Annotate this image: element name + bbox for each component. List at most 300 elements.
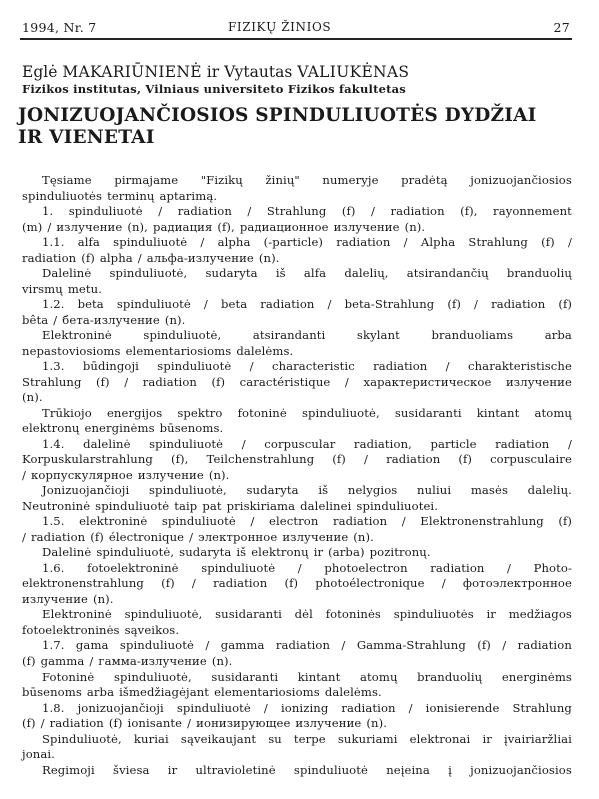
body-word: sudaryta bbox=[205, 266, 258, 281]
body-line bbox=[22, 716, 572, 732]
body-word: излучение bbox=[56, 219, 123, 234]
body-word: sąveikos. bbox=[124, 622, 180, 637]
body-word: numeryje bbox=[322, 173, 379, 187]
body-word: terpe bbox=[293, 731, 326, 746]
body-word: masės bbox=[470, 483, 508, 498]
body-line bbox=[22, 685, 572, 701]
body-word: (n), bbox=[127, 219, 148, 234]
body-word: branduolių bbox=[417, 669, 483, 684]
body-word: Regimoji bbox=[42, 762, 95, 777]
affiliation: Fizikos institutas, Vilniaus universiteto Fizikos fakultetas bbox=[22, 82, 406, 96]
authors-line bbox=[22, 63, 409, 81]
body-word: (f) bbox=[22, 716, 36, 731]
body-word: / bbox=[158, 204, 163, 219]
body-word: излучение bbox=[333, 219, 400, 234]
body-word: medžiagos bbox=[508, 607, 572, 622]
body-word: излучение bbox=[282, 529, 349, 544]
body-word: pradėtą bbox=[401, 173, 448, 187]
body-line bbox=[22, 173, 572, 189]
body-word: (f) bbox=[341, 204, 356, 219]
body-line bbox=[22, 266, 572, 282]
body-word: kintant bbox=[476, 405, 520, 420]
body-word: / bbox=[507, 560, 512, 575]
body-word: alfa bbox=[77, 235, 100, 250]
body-word: ionizing bbox=[280, 700, 329, 715]
body-word: / bbox=[89, 653, 94, 668]
body-word: atomų bbox=[534, 405, 572, 420]
body-word: 1.7. bbox=[42, 638, 65, 653]
body-word: radiation bbox=[430, 560, 485, 575]
body-word: радиационное bbox=[239, 219, 329, 234]
body-word: pozitronų. bbox=[369, 545, 431, 560]
body-word: spinduliuotė bbox=[95, 498, 170, 513]
body-word: jonizuojančiosios bbox=[470, 762, 572, 777]
body-word: radiation bbox=[341, 700, 396, 715]
body-word: / bbox=[249, 359, 254, 374]
body-word: nepastoviosioms bbox=[22, 343, 121, 358]
body-word: įvairiaržliai bbox=[503, 731, 572, 746]
body-word: jonizuojančiosios bbox=[470, 173, 572, 187]
body-word: Strahlung bbox=[266, 204, 327, 219]
body-line bbox=[22, 732, 572, 748]
body-word: skylant bbox=[356, 328, 400, 343]
body-word: elektroninė bbox=[79, 514, 148, 529]
body-word: / bbox=[364, 452, 369, 467]
body-word: / bbox=[401, 514, 406, 529]
body-word: / bbox=[22, 467, 27, 482]
body-word: Photo- bbox=[533, 560, 572, 575]
body-line bbox=[22, 189, 572, 205]
body-word: (n). bbox=[164, 312, 186, 327]
body-word: nuliui bbox=[417, 483, 452, 498]
body-word: dalelėms. bbox=[236, 343, 294, 358]
body-word: į bbox=[448, 762, 452, 777]
body-word: su bbox=[268, 731, 282, 746]
body-line bbox=[22, 251, 572, 267]
body-word: atsirandanti bbox=[252, 328, 326, 343]
body-word: iš bbox=[318, 483, 329, 498]
body-word: fotoelektroninės bbox=[22, 622, 120, 637]
body-word: iš bbox=[236, 545, 247, 560]
body-word: charakteristische bbox=[468, 359, 572, 374]
body-word: spinduliuotės bbox=[22, 188, 103, 203]
body-line bbox=[22, 220, 572, 236]
body-word: Elektroninė bbox=[42, 328, 112, 343]
body-word: 1.1. bbox=[42, 235, 65, 250]
body-word: energinėms bbox=[84, 421, 155, 436]
body-word: spinduliuotė, bbox=[96, 545, 175, 560]
body-word: / bbox=[408, 700, 413, 715]
body-word: Trūkiojo bbox=[42, 405, 92, 420]
body-word: alfa bbox=[303, 266, 327, 281]
body-word: dėl bbox=[294, 607, 313, 622]
body-word: (f) bbox=[96, 374, 110, 389]
body-word: radiation bbox=[142, 374, 197, 389]
body-word: (f) bbox=[211, 374, 226, 389]
body-word: / bbox=[247, 204, 252, 219]
body-word: Dalelinė bbox=[42, 545, 92, 560]
header-rule bbox=[20, 38, 572, 40]
body-word: (f) bbox=[447, 297, 461, 312]
title-line-2: IR VIENETAI bbox=[18, 127, 155, 148]
body-word: 1.2. bbox=[42, 297, 65, 312]
body-line bbox=[22, 204, 572, 220]
body-word: radiation bbox=[275, 638, 331, 653]
body-line bbox=[22, 763, 572, 779]
body-word: (f) bbox=[477, 638, 491, 653]
body-word: susidaranti bbox=[215, 607, 282, 622]
body-word: radiation bbox=[390, 204, 445, 219]
body-word: Strahlung bbox=[512, 700, 572, 715]
body-word: spinduliuotė bbox=[113, 235, 188, 250]
body-line bbox=[22, 328, 572, 344]
body-word: elektronenstrahlung bbox=[22, 576, 144, 591]
body-line bbox=[22, 638, 572, 654]
body-word: beta-Strahlung bbox=[344, 297, 435, 312]
body-line bbox=[22, 623, 572, 639]
body-word: dalelių. bbox=[527, 483, 572, 498]
body-line bbox=[22, 607, 572, 623]
body-word: (f) bbox=[108, 716, 123, 731]
body-word: jonai. bbox=[22, 747, 55, 762]
body-word: nelygios bbox=[347, 483, 398, 498]
body-word: (n). bbox=[366, 716, 387, 731]
body-word: spektro bbox=[177, 405, 223, 420]
body-word: arba bbox=[86, 685, 115, 700]
body-word: arba bbox=[544, 328, 572, 343]
body-word: 1.3. bbox=[42, 359, 65, 374]
body-word: electron bbox=[269, 514, 319, 529]
body-word: būsenoms. bbox=[159, 421, 224, 436]
body-word: ir bbox=[167, 762, 178, 777]
body-word: radiation bbox=[386, 452, 441, 467]
body-word: fotoelektroninė bbox=[87, 560, 179, 575]
body-word: priskiriama bbox=[226, 498, 296, 513]
body-word: / bbox=[47, 219, 52, 234]
body-word: spinduliuotės bbox=[393, 607, 474, 622]
body-word: ir bbox=[486, 607, 496, 622]
body-word: / bbox=[445, 359, 450, 374]
body-word: (f) bbox=[332, 452, 346, 467]
body-word: fotoninė bbox=[237, 405, 287, 420]
body-word: terminų bbox=[107, 188, 155, 203]
body-word: corpuscular bbox=[264, 436, 336, 451]
body-word: dalelėms. bbox=[324, 685, 382, 700]
body-word: (n). bbox=[211, 653, 233, 668]
author-1-first: Eglė bbox=[22, 63, 58, 81]
body-word: / bbox=[403, 235, 408, 250]
body-word: / bbox=[40, 716, 45, 731]
body-word: spinduliuotė bbox=[201, 560, 276, 575]
body-line bbox=[22, 344, 572, 360]
body-word: électronique bbox=[108, 529, 185, 544]
body-line bbox=[22, 390, 572, 406]
body-word: beta bbox=[77, 297, 104, 312]
body-line bbox=[22, 530, 572, 546]
body-word: spinduliuotė bbox=[161, 514, 236, 529]
body-word: Neutroninė bbox=[22, 498, 91, 513]
issue-label: 1994, Nr. 7 bbox=[22, 20, 97, 35]
body-word: taip bbox=[174, 498, 198, 513]
body-word: / bbox=[567, 235, 572, 250]
body-word: radiation bbox=[260, 297, 315, 312]
body-line bbox=[22, 359, 572, 375]
body-word: sukuriami bbox=[337, 731, 398, 746]
body-word: ionisierende bbox=[425, 700, 500, 715]
body-word: branduolių bbox=[506, 266, 572, 281]
body-word: kuriai bbox=[133, 731, 169, 746]
body-word: radiation bbox=[491, 297, 546, 312]
body-word: Elektronenstrahlung bbox=[420, 514, 544, 529]
body-word: spinduliuotė, bbox=[301, 405, 380, 420]
author-2-last: VALIUKĖNAS bbox=[297, 63, 410, 81]
body-word: kintant bbox=[297, 669, 341, 684]
body-word: (n). bbox=[353, 529, 374, 544]
journal-name: FIZIKŲ ŽINIOS bbox=[228, 20, 332, 34]
body-word: (n). bbox=[22, 390, 43, 405]
body-word: susidaranti bbox=[211, 669, 279, 684]
body-word: / bbox=[327, 297, 332, 312]
body-word: (f), bbox=[217, 219, 235, 234]
article-body bbox=[22, 173, 572, 778]
body-word: (f), bbox=[171, 452, 189, 467]
author-1-last: MAKARIŪNIENĖ bbox=[62, 63, 202, 81]
body-word: jonizuojančioji bbox=[77, 700, 164, 715]
body-word: ir bbox=[482, 731, 492, 746]
body-word: spinduliuotė, bbox=[124, 607, 203, 622]
body-word: caractéristique bbox=[239, 374, 331, 389]
body-word: radiation bbox=[22, 250, 77, 265]
body-word: aptarimą. bbox=[159, 188, 218, 203]
body-word: sudaryta bbox=[179, 545, 232, 560]
body-word: радиация bbox=[152, 219, 213, 234]
body-line bbox=[22, 406, 572, 422]
body-word: elektronų bbox=[251, 545, 309, 560]
body-word: spinduliuotė bbox=[149, 436, 224, 451]
body-word: (f) bbox=[541, 235, 555, 250]
body-word: branduoliams bbox=[431, 328, 514, 343]
body-line bbox=[22, 576, 572, 592]
body-line bbox=[22, 499, 572, 515]
body-word: pirmajame bbox=[114, 173, 179, 187]
body-line bbox=[22, 282, 572, 298]
body-word: фотоэлектронное bbox=[462, 576, 572, 591]
body-word: spinduliuotė, bbox=[143, 328, 222, 343]
body-word: (f) bbox=[558, 297, 572, 312]
body-word: 1.5. bbox=[42, 514, 65, 529]
body-word: / bbox=[191, 576, 196, 591]
body-word: / bbox=[241, 436, 246, 451]
body-word: / bbox=[22, 529, 27, 544]
body-word: gamma bbox=[220, 638, 265, 653]
body-line bbox=[22, 701, 572, 717]
article-title bbox=[18, 105, 578, 149]
body-word: elementariosioms bbox=[125, 343, 232, 358]
body-line bbox=[22, 437, 572, 453]
body-word: / bbox=[263, 700, 268, 715]
body-word: (f), bbox=[460, 204, 478, 219]
body-word: šviesa bbox=[113, 762, 150, 777]
body-word: spinduliuotė bbox=[176, 700, 251, 715]
body-word: (m) bbox=[22, 219, 43, 234]
body-word: (n). bbox=[92, 591, 114, 606]
body-word: (n). bbox=[208, 467, 230, 482]
body-word: būdingoji bbox=[82, 359, 139, 374]
body-word: radiation bbox=[213, 576, 268, 591]
body-word: radiation bbox=[495, 436, 550, 451]
body-word: Alpha bbox=[420, 235, 456, 250]
running-header bbox=[22, 20, 570, 38]
body-word: susidaranti bbox=[394, 405, 462, 420]
body-word: photoelectron bbox=[324, 560, 408, 575]
body-word: 1.4. bbox=[42, 436, 65, 451]
body-word: излучение bbox=[137, 467, 204, 482]
body-word: Jonizuojančioji bbox=[42, 483, 130, 498]
body-word: iš bbox=[275, 266, 286, 281]
body-word: virsmų bbox=[22, 281, 63, 296]
body-word: излучение bbox=[505, 374, 572, 389]
body-word: / bbox=[250, 514, 255, 529]
body-word: elektronų bbox=[22, 421, 80, 436]
title-line-1: JONIZUOJANČIOSIOS SPINDULIUOTĖS DYDŽIAI bbox=[18, 105, 537, 126]
body-word: 1.6. bbox=[42, 560, 65, 575]
body-word: Fotoninė bbox=[42, 669, 95, 684]
body-word: (f) bbox=[81, 250, 95, 265]
body-line bbox=[22, 421, 572, 437]
body-word: elektronai bbox=[409, 731, 471, 746]
body-word: (f) bbox=[22, 653, 36, 668]
body-word: ionisante bbox=[127, 716, 183, 731]
body-word: radiation bbox=[336, 235, 391, 250]
body-word: ионизирующее bbox=[196, 716, 291, 731]
body-word: radiation bbox=[517, 638, 572, 653]
body-line bbox=[22, 452, 572, 468]
body-word: spinduliuotė bbox=[116, 297, 191, 312]
body-word: fotoninės bbox=[325, 607, 381, 622]
body-word: (f) bbox=[161, 576, 175, 591]
body-word: / bbox=[441, 576, 446, 591]
body-word: / bbox=[137, 250, 142, 265]
body-word: metu. bbox=[67, 281, 102, 296]
body-word: būsenoms bbox=[22, 685, 82, 700]
body-word: žinių" bbox=[265, 173, 300, 187]
body-word: spinduliuotė, bbox=[113, 669, 192, 684]
body-word: radiation bbox=[49, 716, 104, 731]
body-word: / bbox=[200, 235, 205, 250]
body-word: / bbox=[297, 560, 302, 575]
body-word: atsirandančių bbox=[406, 266, 489, 281]
body-word: / bbox=[502, 638, 507, 653]
body-word: / bbox=[341, 638, 346, 653]
body-word: radiation bbox=[177, 204, 232, 219]
body-line bbox=[22, 514, 572, 530]
body-word: 1.8. bbox=[42, 700, 65, 715]
body-line bbox=[22, 483, 572, 499]
body-word: / bbox=[567, 436, 572, 451]
body-word: rayonnement bbox=[493, 204, 572, 219]
body-word: beta bbox=[220, 297, 248, 312]
body-word: energijos bbox=[106, 405, 163, 420]
author-2-first: Vytautas bbox=[224, 63, 293, 81]
body-word: characteristic bbox=[271, 359, 355, 374]
body-word: (f) bbox=[90, 529, 104, 544]
body-word: dalelinė bbox=[83, 436, 131, 451]
body-line bbox=[22, 313, 572, 329]
body-word: corpusculaire bbox=[490, 452, 572, 467]
body-word: particle bbox=[430, 436, 477, 451]
body-word: ultravioletinė bbox=[195, 762, 276, 777]
body-word: išmedžiagėjant bbox=[119, 685, 210, 700]
body-line bbox=[22, 561, 572, 577]
body-word: Strahlung bbox=[22, 374, 82, 389]
body-word: radiation bbox=[332, 514, 388, 529]
body-word: sudaryta bbox=[246, 483, 299, 498]
body-word: электронное bbox=[198, 529, 278, 544]
body-word: / bbox=[189, 529, 194, 544]
body-word: energinėms bbox=[501, 669, 572, 684]
body-word: neįeina bbox=[386, 762, 430, 777]
body-word: spinduliuotė bbox=[157, 359, 232, 374]
body-word: gama bbox=[75, 638, 109, 653]
body-word: atomų bbox=[360, 669, 398, 684]
body-line bbox=[22, 592, 572, 608]
body-word: spinduliuotė, bbox=[149, 483, 227, 498]
body-word: spinduliuotė bbox=[119, 638, 194, 653]
body-word: / bbox=[203, 297, 208, 312]
body-word: альфа-излучение bbox=[146, 250, 254, 265]
body-word: photoélectronique bbox=[315, 576, 425, 591]
body-line bbox=[22, 545, 572, 561]
body-word: (f) bbox=[458, 452, 472, 467]
body-word: (-particle) bbox=[263, 235, 324, 250]
body-word: Korpuskularstrahlung bbox=[22, 452, 153, 467]
body-line bbox=[22, 468, 572, 484]
body-word: Dalelinė bbox=[42, 266, 92, 281]
body-word: / bbox=[187, 716, 192, 731]
body-line bbox=[22, 375, 572, 391]
body-word: гамма-излучение bbox=[98, 653, 207, 668]
body-word: Spinduliuotė, bbox=[42, 731, 122, 746]
body-word: Elektroninė bbox=[42, 607, 112, 622]
author-conjunction: ir bbox=[206, 63, 220, 81]
body-word: spinduliuotei. bbox=[356, 498, 439, 513]
body-word: elementariosioms bbox=[214, 685, 320, 700]
body-word: pat bbox=[202, 498, 222, 513]
body-word: spinduliuotė bbox=[68, 204, 143, 219]
body-word: radiation bbox=[373, 359, 428, 374]
body-word: Strahlung bbox=[468, 235, 528, 250]
body-word: gamma bbox=[40, 653, 85, 668]
body-line bbox=[22, 670, 572, 686]
body-word: корпускулярное bbox=[31, 467, 133, 482]
body-word: характеристическое bbox=[363, 374, 492, 389]
body-word: radiation, bbox=[353, 436, 412, 451]
body-word: dalelinei bbox=[300, 498, 352, 513]
body-word: (f) bbox=[284, 576, 299, 591]
body-word: / bbox=[474, 297, 479, 312]
body-word: / bbox=[124, 374, 129, 389]
body-word: radiation bbox=[31, 529, 86, 544]
body-word: 1. bbox=[42, 204, 54, 219]
body-word: / bbox=[53, 312, 58, 327]
body-word: / bbox=[370, 204, 375, 219]
body-word: / bbox=[205, 638, 210, 653]
body-word: bêta bbox=[22, 312, 49, 327]
body-word: излучение bbox=[295, 716, 362, 731]
body-word: spinduliuotė, bbox=[109, 266, 188, 281]
body-word: alpha bbox=[99, 250, 133, 265]
body-word: alpha bbox=[217, 235, 251, 250]
